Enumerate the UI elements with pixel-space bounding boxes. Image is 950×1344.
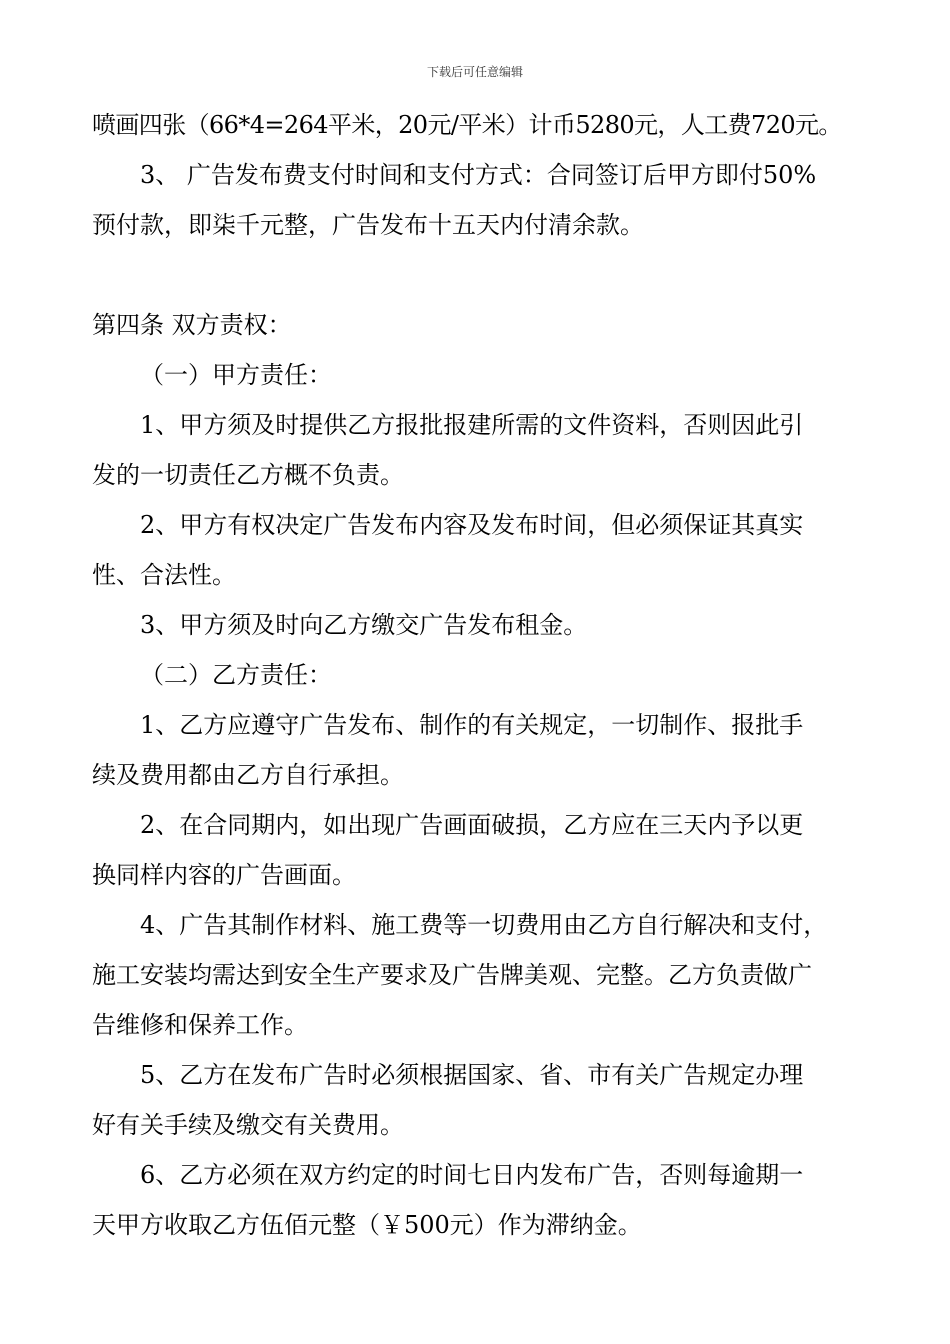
text-line: 续及费用都由乙方自行承担。 — [92, 761, 404, 789]
text-line: 天甲方收取乙方伍佰元整（￥500元）作为滞纳金。 — [92, 1211, 642, 1239]
text-line: 性、合法性。 — [92, 561, 236, 589]
section-heading: （二）乙方责任： — [140, 661, 332, 689]
text-line: 6、乙方必须在双方约定的时间七日内发布广告，否则每逾期一 — [140, 1161, 804, 1189]
paragraph-gap — [92, 250, 864, 300]
text-line: 换同样内容的广告画面。 — [92, 861, 356, 889]
text-line: 发的一切责任乙方概不负责。 — [92, 461, 404, 489]
text-line: 喷画四张（66*4=264平米，20元/平米）计币5280元，人工费720元。 — [92, 111, 842, 139]
section-heading: （一）甲方责任： — [140, 361, 332, 389]
text-line: 5、乙方在发布广告时必须根据国家、省、市有关广告规定办理 — [140, 1061, 804, 1089]
article-heading: 第四条 双方责权： — [92, 311, 292, 339]
text-line: 4、广告其制作材料、施工费等一切费用由乙方自行解决和支付， — [140, 911, 828, 939]
text-line: 2、甲方有权决定广告发布内容及发布时间，但必须保证其真实 — [140, 511, 804, 539]
text-line: 3、 广告发布费支付时间和支付方式：合同签订后甲方即付50% — [140, 161, 817, 189]
text-line: 施工安装均需达到安全生产要求及广告牌美观、完整。乙方负责做广 — [92, 961, 812, 989]
page-header: 下载后可任意编辑 — [426, 65, 523, 79]
text-line: 预付款，即柒千元整，广告发布十五天内付清余款。 — [92, 211, 644, 239]
document-body — [92, 100, 864, 1250]
text-line: 1、乙方应遵守广告发布、制作的有关规定，一切制作、报批手 — [140, 711, 804, 739]
text-line: 3、甲方须及时向乙方缴交广告发布租金。 — [140, 611, 588, 639]
text-line: 告维修和保养工作。 — [92, 1011, 308, 1039]
text-line: 好有关手续及缴交有关费用。 — [92, 1111, 404, 1139]
text-line: 2、在合同期内，如出现广告画面破损，乙方应在三天内予以更 — [140, 811, 804, 839]
text-line: 1、甲方须及时提供乙方报批报建所需的文件资料，否则因此引 — [140, 411, 804, 439]
